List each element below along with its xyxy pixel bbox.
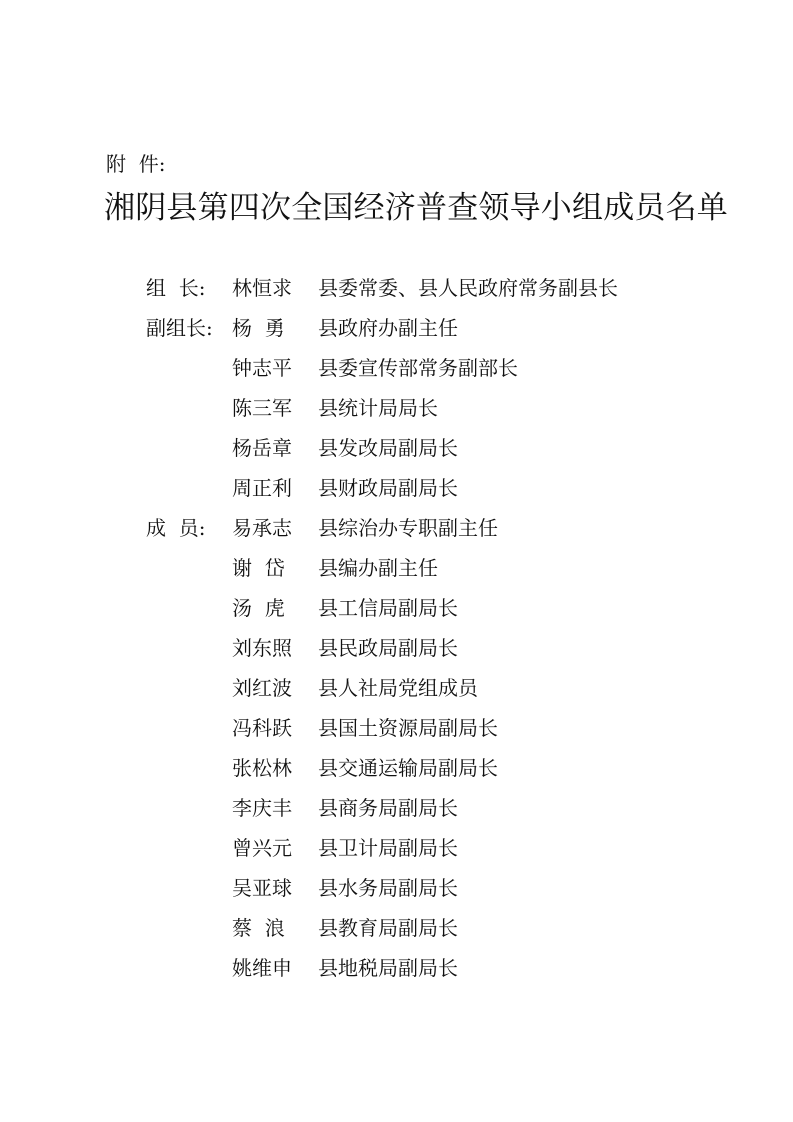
member-row (146, 352, 746, 392)
member-position: 县综治办专职副主任 (318, 516, 498, 540)
member-position: 县国土资源局副局长 (318, 716, 498, 740)
member-name: 易承志 (232, 516, 292, 540)
member-name: 刘东照 (232, 636, 292, 660)
member-row (146, 752, 746, 792)
member-role: 成 员: (146, 516, 206, 540)
member-position: 县财政局副局长 (318, 476, 458, 500)
member-row (146, 432, 746, 472)
member-position: 县地税局副局长 (318, 956, 458, 980)
member-row (146, 712, 746, 752)
member-position: 县委常委、县人民政府常务副县长 (318, 276, 618, 300)
member-position: 县商务局副局长 (318, 796, 458, 820)
member-row (146, 552, 746, 592)
member-row (146, 272, 746, 312)
document-title: 湘阴县第四次全国经济普查领导小组成员名单 (104, 190, 728, 226)
member-position: 县工信局副局长 (318, 596, 458, 620)
member-name: 钟志平 (232, 356, 292, 380)
member-name: 杨 勇 (232, 316, 285, 340)
member-position: 县民政局副局长 (318, 636, 458, 660)
member-name: 刘红波 (232, 676, 292, 700)
attachment-label: 附 件: (106, 152, 166, 176)
member-name: 吴亚球 (232, 876, 292, 900)
member-name: 林恒求 (232, 276, 292, 300)
member-position: 县卫计局副局长 (318, 836, 458, 860)
member-row (146, 912, 746, 952)
member-position: 县教育局副局长 (318, 916, 458, 940)
member-position: 县统计局局长 (318, 396, 438, 420)
member-row (146, 472, 746, 512)
member-role: 组 长: (146, 276, 206, 300)
member-row (146, 632, 746, 672)
member-name: 谢 岱 (232, 556, 285, 580)
member-name: 李庆丰 (232, 796, 292, 820)
member-name: 张松林 (232, 756, 292, 780)
member-name: 姚维申 (232, 956, 292, 980)
member-role: 副组长: (146, 316, 213, 340)
member-position: 县交通运输局副局长 (318, 756, 498, 780)
member-list (146, 272, 746, 992)
member-name: 冯科跃 (232, 716, 292, 740)
member-position: 县编办副主任 (318, 556, 438, 580)
member-name: 曾兴元 (232, 836, 292, 860)
member-position: 县水务局副局长 (318, 876, 458, 900)
member-row (146, 672, 746, 712)
member-row (146, 952, 746, 992)
member-row (146, 592, 746, 632)
member-position: 县人社局党组成员 (318, 676, 478, 700)
member-row (146, 872, 746, 912)
member-position: 县政府办副主任 (318, 316, 458, 340)
member-row (146, 792, 746, 832)
member-row (146, 832, 746, 872)
member-name: 周正利 (232, 476, 292, 500)
member-row (146, 392, 746, 432)
member-row (146, 312, 746, 352)
member-name: 汤 虎 (232, 596, 285, 620)
member-position: 县发改局副局长 (318, 436, 458, 460)
member-row (146, 512, 746, 552)
member-name: 蔡 浪 (232, 916, 285, 940)
member-name: 杨岳章 (232, 436, 292, 460)
member-position: 县委宣传部常务副部长 (318, 356, 518, 380)
member-name: 陈三军 (232, 396, 292, 420)
